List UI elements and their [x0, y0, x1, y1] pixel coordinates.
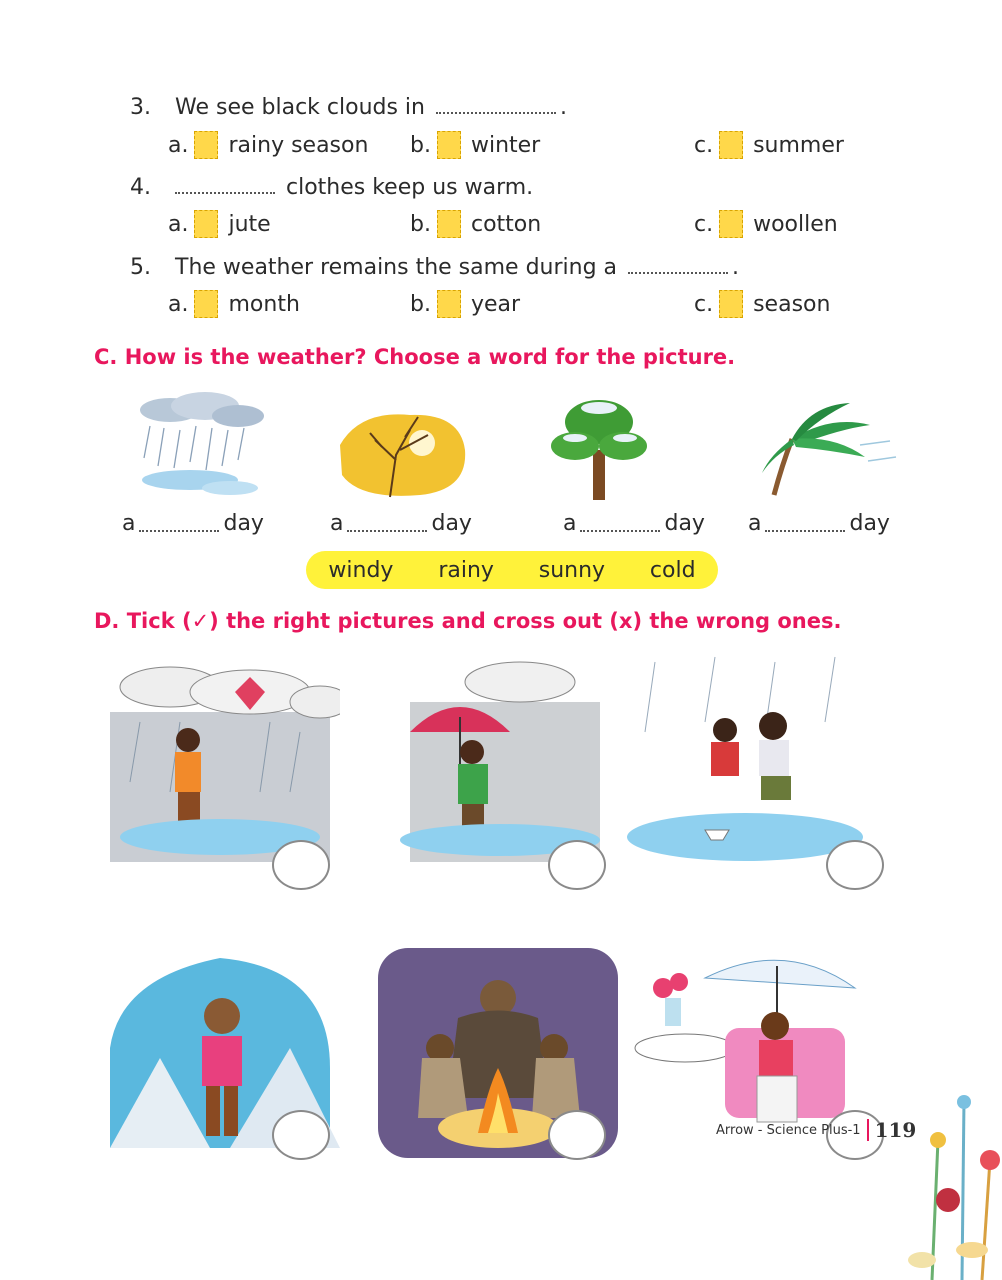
checkbox[interactable] [194, 290, 218, 318]
question-3: 3. We see black clouds in . [130, 95, 567, 120]
answer-blank[interactable] [628, 258, 728, 274]
checkbox[interactable] [719, 210, 743, 238]
question-5: 5. The weather remains the same during a . [130, 255, 740, 280]
sunny-picture [330, 405, 470, 500]
cold-picture [545, 390, 655, 502]
answer-blank[interactable] [765, 516, 845, 532]
word-bank-item: cold [649, 557, 696, 583]
answer-circle[interactable] [826, 840, 884, 890]
question-number: 3. [130, 95, 151, 120]
weather-label-3: a day [563, 511, 705, 536]
question-text: The weather remains the same during a [175, 255, 618, 280]
section-c-heading: C. How is the weather? Choose a word for the picture. [94, 345, 736, 369]
windy-picture [740, 395, 900, 500]
question-4 [130, 175, 533, 200]
option-4b[interactable]: b. cotton [410, 211, 542, 237]
checkbox[interactable] [194, 131, 218, 159]
answer-blank[interactable] [139, 516, 219, 532]
checkbox[interactable] [719, 131, 743, 159]
answer-circle[interactable] [548, 1110, 606, 1160]
question-text: clothes keep us warm. [286, 175, 534, 200]
answer-blank[interactable] [347, 516, 427, 532]
option-4c[interactable]: c. woollen [694, 211, 838, 237]
word-bank-item: sunny [538, 557, 606, 583]
answer-blank[interactable] [175, 178, 275, 194]
word-bank [306, 551, 718, 589]
flower-decoration-icon [902, 1080, 1002, 1280]
checkbox[interactable] [437, 210, 461, 238]
checkbox[interactable] [719, 290, 743, 318]
option-5b[interactable]: b. year [410, 291, 521, 317]
weather-label-2: a day [330, 511, 472, 536]
page-number: 119 [874, 1118, 917, 1142]
answer-blank[interactable] [580, 516, 660, 532]
section-d-heading: D. Tick (✓) the right pictures and cross out (x) the wrong ones. [94, 609, 842, 633]
option-3a[interactable]: a. rainy season [168, 132, 369, 158]
checkbox[interactable] [437, 131, 461, 159]
option-3b[interactable]: b. winter [410, 132, 541, 158]
option-5a[interactable]: a. month [168, 291, 300, 317]
checkbox[interactable] [194, 210, 218, 238]
option-5c[interactable]: c. season [694, 291, 831, 317]
checkbox[interactable] [437, 290, 461, 318]
answer-circle[interactable] [272, 840, 330, 890]
paper-boat-picture [625, 652, 865, 862]
answer-circle[interactable] [272, 1110, 330, 1160]
page-footer [716, 1118, 916, 1142]
word-bank-item: windy [328, 557, 394, 583]
weather-label-4: a day [748, 511, 890, 536]
footer-divider [867, 1119, 869, 1141]
book-title: Arrow - Science Plus-1 [716, 1122, 861, 1138]
rainy-picture [130, 388, 270, 500]
kite-in-rain-picture [100, 652, 340, 862]
word-bank-item: rainy [438, 557, 494, 583]
answer-circle[interactable] [548, 840, 606, 890]
weather-label-1: a day [122, 511, 264, 536]
question-number: 5. [130, 255, 151, 280]
umbrella-in-rain-picture [380, 652, 620, 862]
option-4a[interactable]: a. jute [168, 211, 271, 237]
option-3c[interactable]: c. summer [694, 132, 844, 158]
question-text: We see black clouds in [175, 95, 425, 120]
question-number: 4. [130, 175, 151, 200]
answer-blank[interactable] [436, 98, 556, 114]
